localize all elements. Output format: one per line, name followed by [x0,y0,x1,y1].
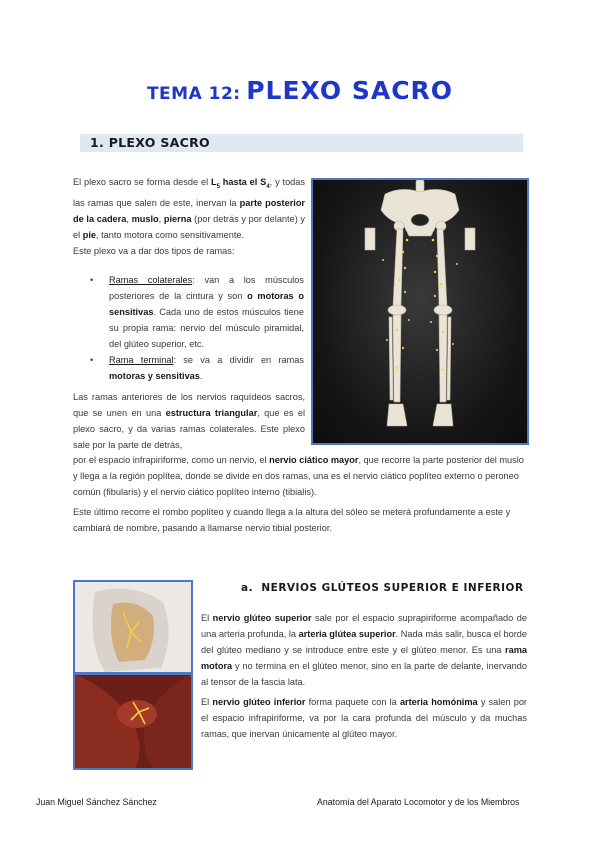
subsection-title: NERVIOS GLÚTEOS SUPERIOR E INFERIOR [261,582,524,594]
text: . [199,371,203,381]
underlined-text: Ramas colaterales [109,275,193,285]
bullet-marker: • [90,355,94,365]
text: El [201,613,213,623]
gluteal-illustration [75,582,191,768]
bold-text: nervio ciático mayor [269,455,359,465]
underlined-text: Rama terminal [109,355,174,365]
subscript: 5 [216,183,220,190]
section-heading: 1. PLEXO SACRO [90,135,210,150]
bold-text: nervio glúteo inferior [212,697,306,707]
bold-text: nervio glúteo superior [212,613,312,623]
text: y no termina en el glúteo menor, sino en la parte de delante, inervando al tensor de la fascia lata. [201,661,527,687]
text: (por detrás y por delante) y el [73,213,306,240]
subsection-heading [241,582,524,594]
bold-text: o motoras o sensitivas [109,291,304,317]
paragraph-sciatic [73,452,528,500]
text: , y todas las ramas que salen de este, inervan la [73,177,305,208]
subscript: 4 [266,183,270,190]
bold-text: arteria glútea superior [298,629,396,639]
intro-line: Este plexo va a dar dos tipos de ramas: [73,245,235,256]
paragraph-tibial: Este último recorre el rombo poplíteo y cuando llega a la altura del sóleo se meterá profundamente a este y cambiará de nombre, pasando a llamarse nervio tibial posterior. [73,507,511,533]
text: sale por el espacio suprapiriforme acompañado de una arteria profunda, la [201,613,527,639]
text: , [158,213,164,224]
footer-author: Juan Miguel Sánchez Sánchez [36,797,157,807]
text: . Nada más salir, busca el borde del glúteo mediano y se introduce entre este y el glúteo menor. Es una [201,629,528,655]
text: El [201,697,213,707]
bold-text: estructura triangular [165,408,258,418]
bold-text: pierna [163,213,192,224]
subsection-letter: a. [241,582,254,594]
bold-text: parte posterior de la cadera [73,197,306,224]
title-prefix: TEMA 12: [146,84,241,104]
bold-text: arteria homónima [399,697,478,707]
text: L [210,177,217,187]
text: , [126,213,132,224]
paragraph-superior-gluteal [201,610,527,690]
paragraph-plexus [73,389,305,453]
text: . Cada uno de estos músculos tiene su propia rama: nervio del músculo piramidal, del glúteo superior, etc. [109,307,304,349]
intro-paragraph [73,174,305,259]
page-title [0,76,600,105]
text: Las ramas anteriores de los nervios raquídeos sacros, que se unen en una [73,392,305,418]
text: , que recorre la parte posterior del muslo y llega a la región poplítea, donde se divide en dos ramas, una es el nervio ciático poplíteo externo o peroneo común (fibularis) y el nervio ciático poplíteo interno (tibialis). [73,455,524,497]
bold-text: motoras y sensitivas [109,371,200,381]
text: por el espacio infrapiriforme, como un nervio, el [73,455,270,465]
bullet-list [90,272,304,384]
text: S [260,177,267,187]
list-item [90,272,304,352]
text: , tanto motora como sensitivamente. [96,229,245,240]
text: El plexo sacro se forma desde el [73,177,211,187]
bold-text: pie [82,229,96,240]
gluteal-image [73,580,193,770]
text: : van a los músculos posteriores de la cintura y son [109,275,304,301]
text: hasta el [219,177,261,187]
bold-text: rama motora [201,645,527,671]
bold-text: muslo [131,213,159,224]
text: forma paquete con la [305,697,400,707]
skeleton-illustration [313,180,527,443]
title-main: PLEXO SACRO [246,76,454,105]
text: y salen por el espacio infrapiriforme, va por la cara profunda del músculo y da muchas ramas, que inervan únicamente al glúteo mayor. [201,697,527,739]
list-item [90,352,304,384]
text: : se va a dividir en ramas [173,355,304,365]
paragraph-inferior-gluteal [201,694,527,742]
footer-course: Anatomía del Aparato Locomotor y de los Miembros [317,797,520,807]
skeleton-image [311,178,529,445]
text: , que es el plexo sacro, y da varias ramas colaterales. Este plexo sale por la parte de detrás, [73,408,305,450]
section-heading-bar [80,134,523,152]
bullet-marker: • [90,275,94,285]
